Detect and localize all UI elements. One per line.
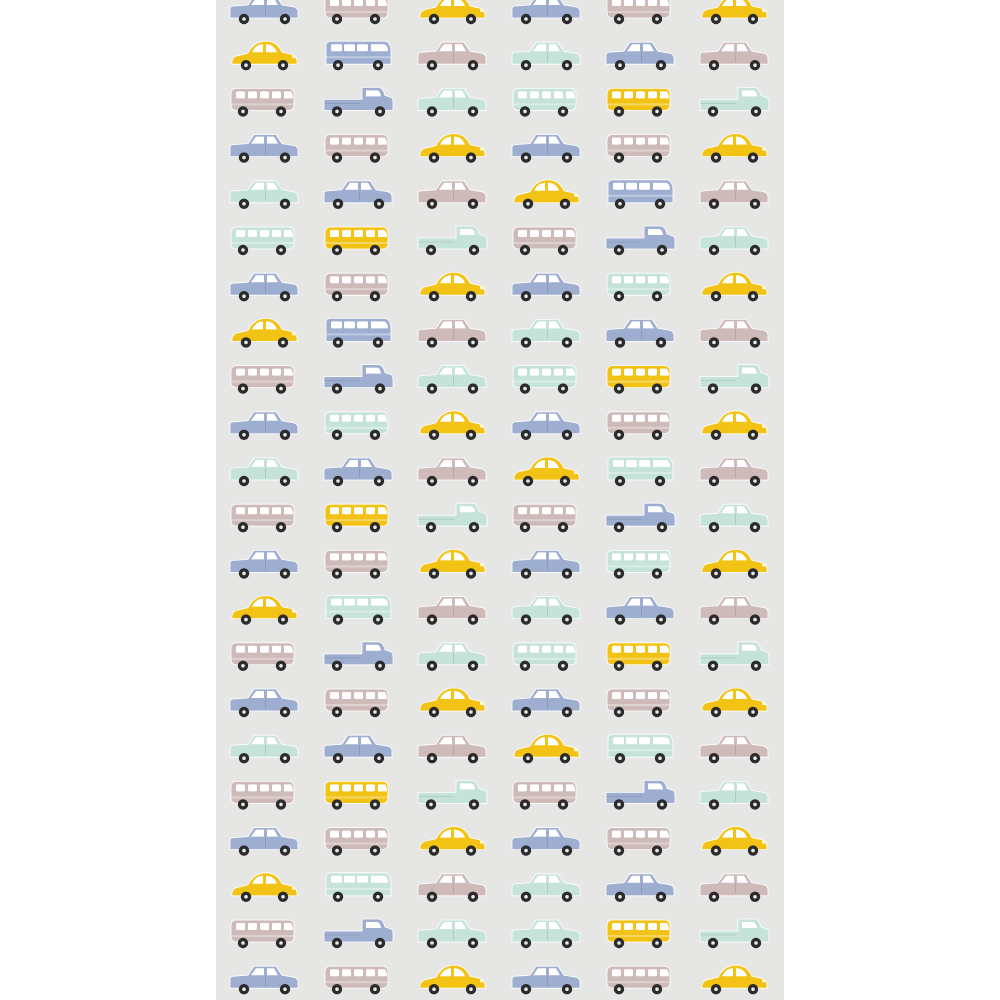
pickup-blue-vehicle	[606, 503, 675, 532]
sedan-mauve-vehicle	[700, 319, 768, 347]
pickup-mint-vehicle	[700, 919, 769, 948]
bus-blue-vehicle	[326, 318, 391, 347]
van-mauve-vehicle	[325, 966, 388, 994]
sedan-blue-vehicle	[230, 828, 298, 856]
van-mauve-vehicle	[513, 781, 576, 809]
beetle-yellow-vehicle	[702, 965, 767, 994]
sedan-mauve-vehicle	[700, 735, 768, 763]
bus-blue-vehicle	[608, 180, 673, 209]
van-mint-vehicle	[607, 273, 670, 301]
beetle-yellow-vehicle	[702, 411, 767, 440]
pickup-blue-vehicle	[324, 365, 393, 394]
sedan-mauve-vehicle	[700, 458, 768, 486]
bus-mint-vehicle	[326, 873, 391, 902]
sedan-blue-vehicle	[512, 273, 580, 301]
van-mauve-vehicle	[325, 0, 388, 24]
pickup-blue-vehicle	[324, 919, 393, 948]
van-mauve-vehicle	[607, 828, 670, 856]
beetle-yellow-vehicle	[514, 734, 579, 763]
van-mint-vehicle	[231, 227, 294, 255]
sedan-mauve-vehicle	[418, 735, 486, 763]
sedan-mauve-vehicle	[418, 597, 486, 625]
van-mauve-vehicle	[325, 135, 388, 163]
sedan-blue-vehicle	[230, 0, 298, 24]
van-mauve-vehicle	[607, 966, 670, 994]
sedan-mint-vehicle	[418, 920, 486, 948]
van-mauve-vehicle	[325, 828, 388, 856]
van-mint-vehicle	[513, 366, 576, 394]
van-mauve-vehicle	[325, 273, 388, 301]
sedan-mauve-vehicle	[418, 42, 486, 70]
sedan-mint-vehicle	[230, 735, 298, 763]
pickup-mint-vehicle	[418, 780, 487, 809]
bus-mint-vehicle	[326, 596, 391, 625]
pickup-mint-vehicle	[418, 226, 487, 255]
van-yellow-vehicle	[325, 781, 388, 809]
van-mint-vehicle	[325, 412, 388, 440]
sedan-mint-vehicle	[700, 227, 768, 255]
pickup-mint-vehicle	[418, 503, 487, 532]
sedan-mint-vehicle	[230, 181, 298, 209]
sedan-mint-vehicle	[512, 920, 580, 948]
beetle-yellow-vehicle	[420, 134, 485, 163]
beetle-yellow-vehicle	[702, 688, 767, 717]
bus-blue-vehicle	[326, 41, 391, 70]
sedan-blue-vehicle	[512, 412, 580, 440]
vehicle-pattern	[216, 0, 784, 1000]
beetle-yellow-vehicle	[420, 827, 485, 856]
sedan-blue-vehicle	[512, 0, 580, 24]
pickup-blue-vehicle	[324, 642, 393, 671]
sedan-blue-vehicle	[606, 42, 674, 70]
pickup-blue-vehicle	[606, 780, 675, 809]
sedan-blue-vehicle	[324, 458, 392, 486]
beetle-yellow-vehicle	[702, 549, 767, 578]
sedan-mauve-vehicle	[700, 597, 768, 625]
van-mauve-vehicle	[231, 781, 294, 809]
beetle-yellow-vehicle	[232, 41, 297, 70]
van-mauve-vehicle	[231, 366, 294, 394]
beetle-yellow-vehicle	[420, 0, 485, 24]
sedan-blue-vehicle	[606, 597, 674, 625]
van-mauve-vehicle	[325, 689, 388, 717]
sedan-blue-vehicle	[230, 550, 298, 578]
sedan-blue-vehicle	[230, 273, 298, 301]
sedan-mint-vehicle	[418, 643, 486, 671]
beetle-yellow-vehicle	[232, 318, 297, 347]
wallpaper-panel	[216, 0, 784, 1000]
van-yellow-vehicle	[607, 643, 670, 671]
sedan-mauve-vehicle	[418, 874, 486, 902]
beetle-yellow-vehicle	[420, 272, 485, 301]
beetle-yellow-vehicle	[232, 596, 297, 625]
sedan-blue-vehicle	[230, 412, 298, 440]
sedan-mint-vehicle	[512, 874, 580, 902]
beetle-yellow-vehicle	[702, 827, 767, 856]
sedan-mint-vehicle	[700, 504, 768, 532]
van-mauve-vehicle	[325, 550, 388, 578]
van-mauve-vehicle	[607, 0, 670, 24]
pickup-mint-vehicle	[700, 642, 769, 671]
beetle-yellow-vehicle	[420, 411, 485, 440]
van-mauve-vehicle	[231, 504, 294, 532]
sedan-mauve-vehicle	[418, 319, 486, 347]
beetle-yellow-vehicle	[514, 457, 579, 486]
beetle-yellow-vehicle	[702, 134, 767, 163]
beetle-yellow-vehicle	[420, 965, 485, 994]
van-mauve-vehicle	[231, 920, 294, 948]
van-mauve-vehicle	[231, 88, 294, 116]
sedan-mauve-vehicle	[700, 42, 768, 70]
van-mint-vehicle	[607, 550, 670, 578]
beetle-yellow-vehicle	[702, 272, 767, 301]
beetle-yellow-vehicle	[232, 873, 297, 902]
sedan-blue-vehicle	[230, 689, 298, 717]
van-yellow-vehicle	[607, 366, 670, 394]
sedan-blue-vehicle	[606, 874, 674, 902]
sedan-blue-vehicle	[512, 966, 580, 994]
sedan-mint-vehicle	[230, 458, 298, 486]
van-mauve-vehicle	[607, 412, 670, 440]
sedan-blue-vehicle	[512, 689, 580, 717]
pickup-blue-vehicle	[324, 87, 393, 116]
sedan-blue-vehicle	[512, 828, 580, 856]
sedan-blue-vehicle	[324, 735, 392, 763]
van-mauve-vehicle	[231, 643, 294, 671]
sedan-mint-vehicle	[512, 42, 580, 70]
sedan-blue-vehicle	[230, 135, 298, 163]
van-mauve-vehicle	[513, 504, 576, 532]
sedan-mauve-vehicle	[418, 458, 486, 486]
sedan-blue-vehicle	[324, 181, 392, 209]
bus-mint-vehicle	[608, 734, 673, 763]
van-mint-vehicle	[513, 88, 576, 116]
van-mint-vehicle	[513, 643, 576, 671]
sedan-blue-vehicle	[606, 319, 674, 347]
van-yellow-vehicle	[607, 920, 670, 948]
pickup-mint-vehicle	[700, 87, 769, 116]
sedan-mint-vehicle	[512, 597, 580, 625]
sedan-blue-vehicle	[512, 135, 580, 163]
sedan-mint-vehicle	[700, 781, 768, 809]
van-mauve-vehicle	[513, 227, 576, 255]
pickup-blue-vehicle	[606, 226, 675, 255]
sedan-blue-vehicle	[230, 966, 298, 994]
van-yellow-vehicle	[325, 504, 388, 532]
sedan-blue-vehicle	[512, 550, 580, 578]
sedan-mint-vehicle	[512, 319, 580, 347]
sedan-mauve-vehicle	[418, 181, 486, 209]
sedan-mint-vehicle	[418, 366, 486, 394]
beetle-yellow-vehicle	[514, 180, 579, 209]
beetle-yellow-vehicle	[420, 549, 485, 578]
van-yellow-vehicle	[607, 88, 670, 116]
van-mauve-vehicle	[607, 135, 670, 163]
bus-mint-vehicle	[608, 457, 673, 486]
van-yellow-vehicle	[325, 227, 388, 255]
sedan-mint-vehicle	[418, 88, 486, 116]
beetle-yellow-vehicle	[702, 0, 767, 24]
beetle-yellow-vehicle	[420, 688, 485, 717]
sedan-mauve-vehicle	[700, 874, 768, 902]
sedan-mauve-vehicle	[700, 181, 768, 209]
van-mauve-vehicle	[607, 689, 670, 717]
pickup-mint-vehicle	[700, 365, 769, 394]
